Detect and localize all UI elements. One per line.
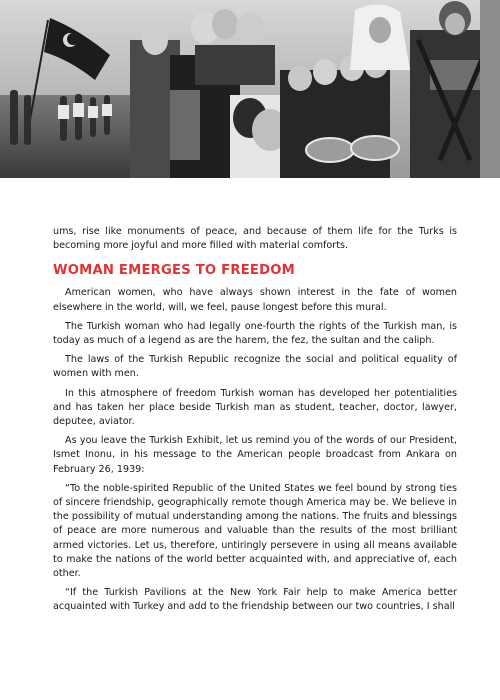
photo-collage-graphic [0,0,500,178]
paragraph-quote-friendship: “To the noble-spirited Republic of the United States we feel bound by strong ties of sincere friendship, geographically remote though America may be. We believe in the possibility of mutual understanding among the nations. The fruits and blessings of peace are more numerous and valuable than the results of the most brilliant armed victories. Let us, therefore, untiringly persevere in using all means available to make the nations of the world better acquainted with, and appreciative of, each other. [53,482,457,580]
paragraph-american-women: American women, who have always shown interest in the fate of women elsewhere in the world, will, we feel, pause longest before this mural. [53,287,457,313]
intro-paragraph: ums, rise like monuments of peace, and because of them life for the Turks is becoming more joyful and more filled with material comforts. [53,226,457,252]
paragraph-laws-equality: The laws of the Turkish Republic recognize the social and political equality of women with men. [53,354,457,380]
article-body [53,225,457,620]
section-heading: WOMAN EMERGES TO FREEDOM [53,263,295,279]
paragraph-atmosphere-freedom: In this atmosphere of freedom Turkish woman has developed her potentialities and has taken her place beside Turkish man as student, teacher, doctor, lawyer, deputee, aviator. [53,387,457,428]
paragraph-legal-rights: The Turkish woman who had legally one-fourth the rights of the Turkish man, is today as much of a legend as are the harem, the fez, the sultan and the caliph. [53,320,457,347]
header-photo-montage [0,0,500,178]
paragraph-president-words: As you leave the Turkish Exhibit, let us remind you of the words of our President, Ismet Inonu, in his message to the American people broadcast from Ankara on February 26, 1939: [53,435,457,475]
paragraph-quote-pavilions: “If the Turkish Pavilions at the New York Fair help to make America better acquainted with Turkey and add to the friendship between our two countries, I shall [53,587,457,613]
